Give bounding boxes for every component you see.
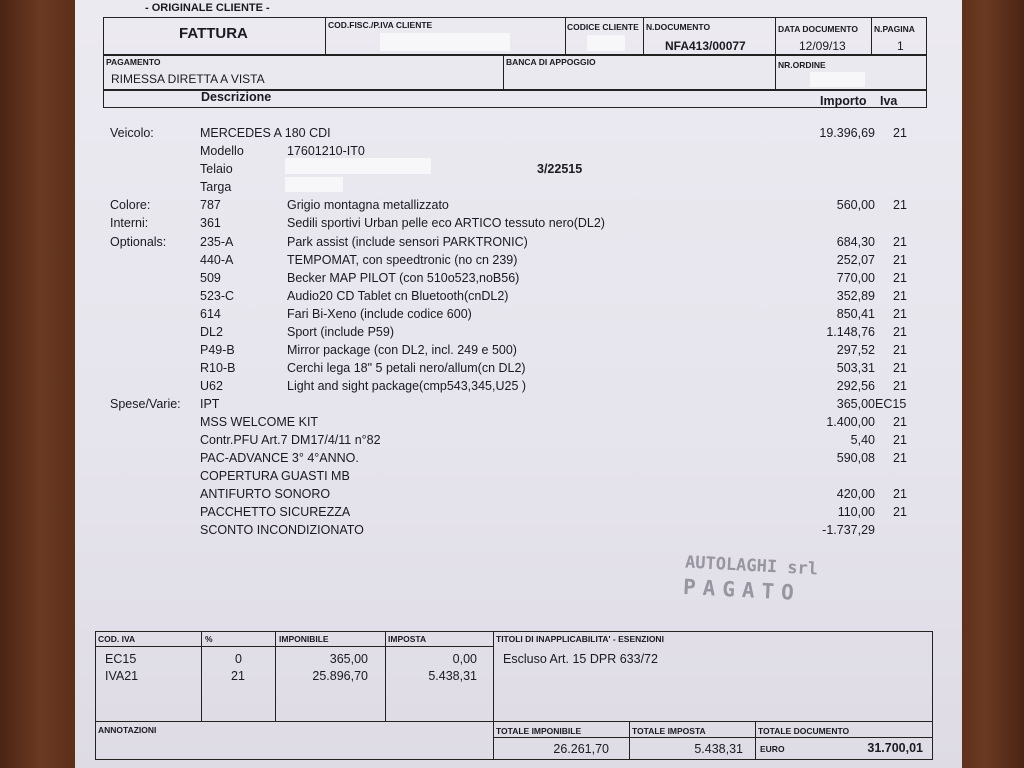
line-amount: 770,00 [836,271,875,285]
line-description: Audio20 CD Tablet cn Bluetooth(cnDL2) [287,289,509,303]
line-code: 235-A [200,235,234,249]
descrizione-label: Descrizione [201,90,272,104]
line-amount: 252,07 [836,253,875,267]
cod-fisc-label: COD.FISC./P.IVA CLIENTE [328,20,433,30]
n-documento-label: N.DOCUMENTO [646,22,711,32]
line-amount: 684,30 [836,235,875,249]
line-code: MSS WELCOME KIT [200,415,319,429]
redacted-cod-fisc [380,33,510,51]
line-amount: 560,00 [836,198,875,212]
redacted-telaio [285,158,431,174]
vat-pct-iva21: 21 [231,669,245,683]
line-description: Cerchi lega 18" 5 petali nero/allum(cn DL2) [287,361,526,375]
line-code: IPT [200,397,220,411]
line-amount: 352,89 [836,289,875,303]
line-code: 614 [200,307,221,321]
imponibile-label: IMPONIBILE [279,634,329,644]
pagamento-label: PAGAMENTO [106,57,161,67]
line-iva: 21 [893,253,907,267]
line-amount: -1.737,29 [822,523,875,537]
line-description: Park assist (include sensori PARKTRONIC) [287,235,528,249]
redacted-codice-cliente [587,35,625,51]
line-amount: 1.400,00 [826,415,875,429]
line-code: PACCHETTO SICUREZZA [200,505,351,519]
line-iva: 21 [893,307,907,321]
n-pagina-value: 1 [897,39,904,53]
annotazioni-label: ANNOTAZIONI [98,725,157,735]
line-amount: 850,41 [836,307,875,321]
line-category: Optionals: [110,235,167,249]
totale-imposta-label: TOTALE IMPOSTA [632,726,706,736]
totale-imponibile-label: TOTALE IMPONIBILE [496,726,582,736]
vat-imposta-iva21: 5.438,31 [428,669,477,683]
line-code: Targa [200,180,232,194]
line-iva: 21 [893,343,907,357]
line-amount: 590,08 [836,451,875,465]
n-pagina-label: N.PAGINA [874,24,915,34]
line-code: U62 [200,379,223,393]
line-code: ANTIFURTO SONORO [200,487,331,501]
pagamento-value: RIMESSA DIRETTA A VISTA [111,72,265,86]
line-category: Colore: [110,198,151,212]
imposta-label: IMPOSTA [388,634,427,644]
line-code: SCONTO INCONDIZIONATO [200,523,364,537]
vat-code-iva21: IVA21 [105,669,139,683]
line-iva: 21 [893,361,907,375]
line-extra: 3/22515 [537,162,583,176]
line-amount: 5,40 [850,433,875,447]
line-description: Grigio montagna metallizzato [287,198,449,212]
data-documento-value: 12/09/13 [799,39,846,53]
line-category: Interni: [110,216,149,230]
line-amount: 365,00 [836,397,875,411]
redacted-targa [285,177,343,192]
line-code: 440-A [200,253,234,267]
line-description: Mirror package (con DL2, incl. 249 e 500) [287,343,517,357]
line-iva: 21 [893,379,907,393]
line-amount: 292,56 [836,379,875,393]
stamp-pagato: PAGATO [682,574,802,606]
line-amount: 503,31 [836,361,875,375]
importo-label: Importo [820,94,867,108]
iva-label: Iva [880,94,898,108]
esenzione-value: Escluso Art. 15 DPR 633/72 [503,652,658,666]
line-code: 361 [200,216,221,230]
vat-pct-ec15: 0 [235,652,242,666]
line-iva: 21 [893,126,907,140]
cod-iva-label: COD. IVA [98,634,136,644]
totale-imponibile-value: 26.261,70 [553,742,609,756]
line-code: Modello [200,144,244,158]
line-iva: 21 [893,325,907,339]
line-amount: 420,00 [836,487,875,501]
line-iva: 21 [893,487,907,501]
line-code: 787 [200,198,221,212]
line-code: R10-B [200,361,236,375]
line-description: Becker MAP PILOT (con 510o523,noB56) [287,271,520,285]
line-amount: 110,00 [837,505,875,519]
line-iva: EC15 [875,397,907,411]
line-iva: 21 [893,415,907,429]
stamp-company: AUTOLAGHI srl [684,552,819,580]
line-code: 509 [200,271,221,285]
line-description: Fari Bi-Xeno (include codice 600) [287,307,472,321]
vat-imponibile-ec15: 365,00 [329,652,368,666]
invoice-paper [75,0,962,768]
line-code: COPERTURA GUASTI MB [200,469,350,483]
line-iva: 21 [893,235,907,249]
line-iva: 21 [893,433,907,447]
doc-type: FATTURA [179,25,248,42]
line-amount: 297,52 [836,343,875,357]
redacted-nr-ordine [810,72,865,87]
line-code: Contr.PFU Art.7 DM17/4/11 n°82 [200,433,381,447]
vat-code-ec15: EC15 [105,652,137,666]
line-iva: 21 [893,451,907,465]
line-category: Veicolo: [110,126,154,140]
line-iva: 21 [893,271,907,285]
n-documento-value: NFA413/00077 [665,39,746,53]
line-amount: 1.148,76 [826,325,875,339]
line-description: TEMPOMAT, con speedtronic (no cn 239) [287,253,518,267]
nr-ordine-label: NR.ORDINE [778,60,826,70]
vat-imposta-ec15: 0,00 [452,652,477,666]
line-iva: 21 [893,289,907,303]
line-category: Spese/Varie: [110,397,181,411]
copy-label: - ORIGINALE CLIENTE - [145,2,270,14]
line-iva: 21 [893,198,907,212]
data-documento-label: DATA DOCUMENTO [778,24,858,34]
line-code: PAC-ADVANCE 3° 4°ANNO. [200,451,359,465]
line-code: Telaio [200,162,233,176]
totale-imposta-value: 5.438,31 [694,742,743,756]
totale-documento-value: 31.700,01 [867,741,923,755]
line-description: 17601210-IT0 [287,144,365,158]
line-amount: 19.396,69 [819,126,875,140]
titoli-label: TITOLI DI INAPPLICABILITA' - ESENZIONI [496,634,664,644]
line-code: DL2 [200,325,223,339]
codice-cliente-label: CODICE CLIENTE [567,22,639,32]
vat-imponibile-iva21: 25.896,70 [312,669,368,683]
pct-label: % [205,634,213,644]
line-description: Sedili sportivi Urban pelle eco ARTICO tessuto nero(DL2) [287,216,605,230]
line-code: MERCEDES A 180 CDI [200,126,331,140]
line-code: P49-B [200,343,235,357]
banca-label: BANCA DI APPOGGIO [506,57,596,67]
line-description: Sport (include P59) [287,325,395,339]
line-code: 523-C [200,289,235,303]
line-iva: 21 [893,505,907,519]
currency-label: EURO [760,744,785,754]
totale-documento-label: TOTALE DOCUMENTO [758,726,850,736]
line-description: Light and sight package(cmp543,345,U25 ) [287,379,527,393]
